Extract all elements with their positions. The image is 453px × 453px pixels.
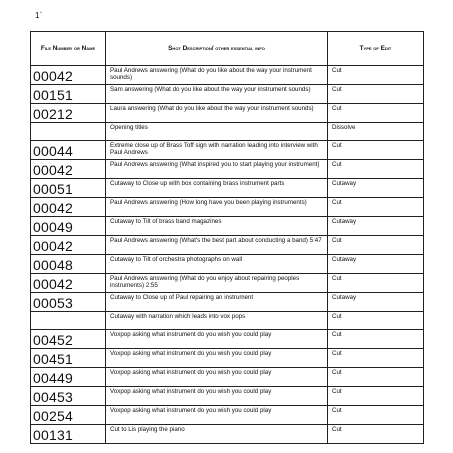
file-number-cell: 00048 [31,255,106,274]
file-number-cell: 00254 [31,406,106,425]
type-of-edit-cell: Cut [328,198,424,217]
type-of-edit-cell: Cut [328,349,424,368]
type-of-edit-cell: Cut [328,387,424,406]
shot-description-cell: Opening titles [106,123,328,141]
file-number-cell: 00151 [31,85,106,104]
table-row [31,406,424,425]
shot-description-cell: Laura answering (What do you like about the way your instrument sounds) [106,104,328,123]
file-number-cell: 00042 [31,160,106,179]
type-of-edit-cell: Cut [328,274,424,293]
shot-description-cell: Cut to Lis playing the piano [106,425,328,444]
file-number-cell: 00051 [31,179,106,198]
table-row [31,255,424,274]
file-number-cell: 00451 [31,349,106,368]
shot-description-cell: Cutaway to Tilt of orchestra photographs on wall [106,255,328,274]
file-number-cell: 00053 [31,293,106,312]
shot-description-cell: Paul Andrews answering (How long have you been playing instruments) [106,198,328,217]
file-number-cell: 00453 [31,387,106,406]
file-number-cell: 00452 [31,330,106,349]
header-row [31,32,424,66]
file-number-cell: 00212 [31,104,106,123]
table-row [31,425,424,444]
type-of-edit-cell: Cutaway [328,293,424,312]
table-row [31,330,424,349]
table-row [31,274,424,293]
shot-description-cell: Sam answering (What do you like about the way your instrument sounds) [106,85,328,104]
file-number-header: File Number or Name [31,32,106,66]
shot-description-cell: Voxpop asking what instrument do you wish you could play [106,349,328,368]
type-of-edit-cell: Cutaway [328,179,424,198]
type-of-edit-cell: Cut [328,104,424,123]
file-number-cell: 00449 [31,368,106,387]
table-row [31,312,424,330]
table-row [31,349,424,368]
shot-description-cell: Paul Andrews answering (What inspired you to start playing your instrument) [106,160,328,179]
type-of-edit-cell: Cut [328,330,424,349]
table-row [31,368,424,387]
type-of-edit-header: Type of Edit [328,32,424,66]
type-of-edit-cell: Cut [328,66,424,85]
type-of-edit-cell: Cut [328,368,424,387]
shot-description-cell: Paul Andrews answering (What do you enjoy about repairing peoples instruments) 2:55 [106,274,328,293]
file-number-cell: 00042 [31,274,106,293]
shot-description-cell: Cutaway with narration which leads into vox pops [106,312,328,330]
file-number-cell: 00044 [31,141,106,160]
table-row [31,198,424,217]
table-row [31,160,424,179]
table-row [31,236,424,255]
table-row [31,123,424,141]
shot-description-cell: Extreme close up of Brass Toff sign with narration leading into interview with Paul Andrews [106,141,328,160]
type-of-edit-cell: Cutaway [328,217,424,236]
shot-description-header: Shot Description/ other essential info [106,32,328,66]
shot-description-cell: Voxpop asking what instrument do you wish you could play [106,368,328,387]
file-number-cell: 00049 [31,217,106,236]
shot-description-cell: Paul Andrews answering (What's the best part about conducting a band) 5:47 [106,236,328,255]
type-of-edit-cell: Cut [328,85,424,104]
table-row [31,104,424,123]
file-number-cell [31,123,106,141]
shot-description-cell: Voxpop asking what instrument do you wish you could play [106,330,328,349]
type-of-edit-cell: Cut [328,236,424,255]
table-row [31,293,424,312]
shot-description-cell: Voxpop asking what instrument do you wish you could play [106,387,328,406]
shot-description-cell: Paul Andrews answering (What do you like about the way your instrument sounds) [106,66,328,85]
type-of-edit-cell: Cutaway [328,255,424,274]
file-number-cell: 00042 [31,236,106,255]
page-mark: 1` [35,11,43,20]
table-row [31,85,424,104]
file-number-cell: 00131 [31,425,106,444]
table-row [31,217,424,236]
file-number-cell: 00042 [31,66,106,85]
type-of-edit-cell: Cut [328,406,424,425]
table-row [31,179,424,198]
shot-description-cell: Cutaway to Close up of Paul repairing an instrument [106,293,328,312]
type-of-edit-cell: Cut [328,141,424,160]
shot-description-cell: Voxpop asking what instrument do you wish you could play [106,406,328,425]
file-number-cell [31,312,106,330]
table-row [31,387,424,406]
edit-decision-table [30,31,424,444]
table-row [31,66,424,85]
type-of-edit-cell: Cut [328,160,424,179]
file-number-cell: 00042 [31,198,106,217]
table-row [31,141,424,160]
shot-description-cell: Cutaway to Close up with box containing brass instrument parts [106,179,328,198]
shot-description-cell: Cutaway to Tilt of brass band magazines [106,217,328,236]
type-of-edit-cell: Dissolve [328,123,424,141]
type-of-edit-cell: Cut [328,312,424,330]
type-of-edit-cell: Cut [328,425,424,444]
